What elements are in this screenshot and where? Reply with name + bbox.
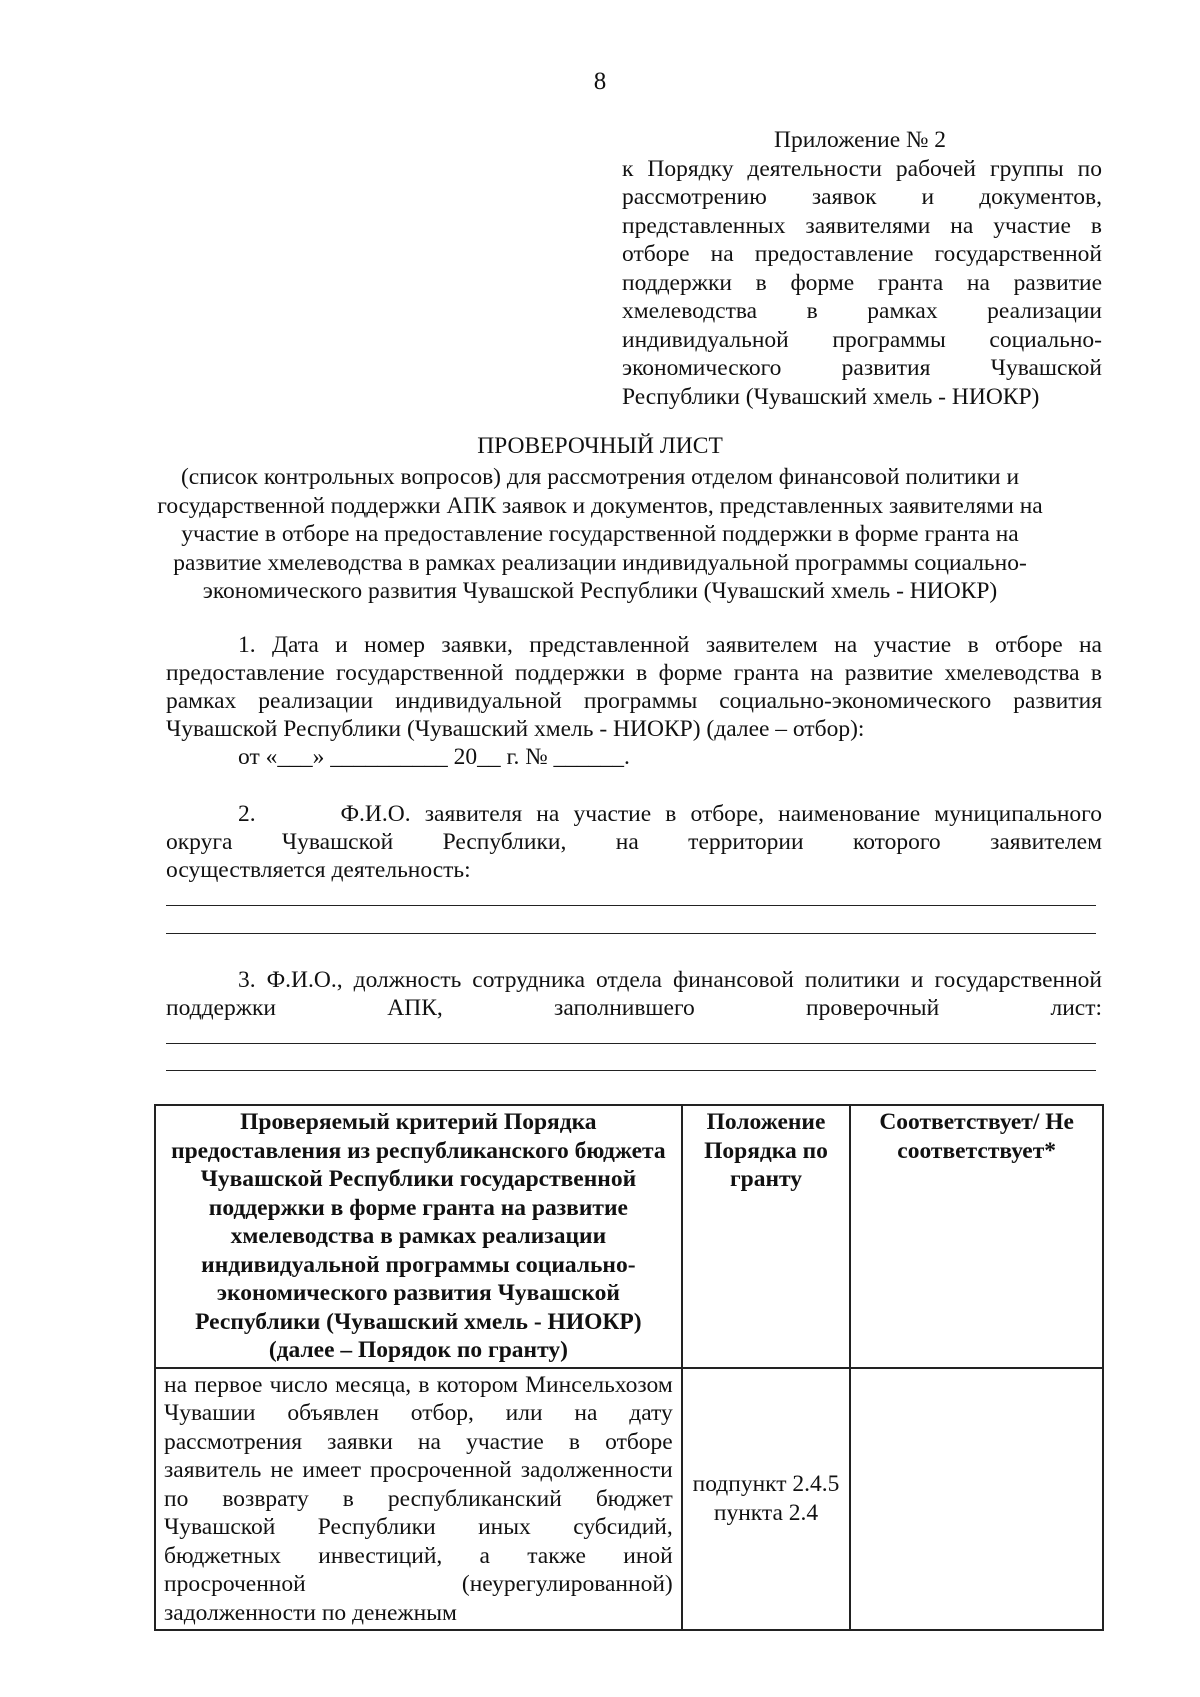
item-1-line: 1. Дата и номер заявки, представленной заявителем на участие в отборе на (238, 632, 1102, 658)
subtitle-line: экономического развития Чувашской Республики (Чувашский хмель - НИОКР) (202, 578, 998, 604)
item-2-line: 2. Ф.И.О. заявителя на участие в отборе, наименование муниципального (238, 801, 1102, 827)
fill-in-line[interactable] (166, 1043, 1096, 1044)
appendix-line: отборе на предоставление государственной (622, 241, 1102, 267)
criteria-table (154, 1104, 1104, 1631)
provision-cell: подпункт 2.4.5 пункта 2.4 (682, 1368, 851, 1631)
header-criterion: Проверяемый критерий Порядка предоставления из республиканского бюджета Чувашской Республики государственной поддержки в форме гранта на развитие хмелеводства в рамках реализации индивидуальной программы социально-экономического развития Чувашской Республики (Чувашский хмель - НИОКР) (далее – Порядок по гранту) (155, 1105, 682, 1368)
appendix-line: Республики (Чувашский хмель - НИОКР) (622, 383, 1040, 410)
document-subtitle (150, 463, 1050, 606)
item-3-line: 3. Ф.И.О., должность сотрудника отдела финансовой политики и государственной (238, 967, 1102, 993)
item-1-paragraph (166, 631, 1102, 771)
appendix-header (622, 126, 1102, 411)
appendix-line: хмелеводства в рамках реализации (622, 298, 1102, 324)
appendix-line: поддержки в форме гранта на развитие (622, 269, 1102, 296)
appendix-title: Приложение № 2 (774, 127, 947, 153)
compliance-cell[interactable] (850, 1368, 1103, 1631)
appendix-line: представленных заявителями на участие в (622, 212, 1102, 239)
table-row (155, 1368, 1103, 1631)
item-3-line: поддержки АПК, заполнившего проверочный лист: (166, 995, 1102, 1021)
item-2-line: округа Чувашской Республики, на территории которого заявителем (166, 829, 1102, 855)
subtitle-line: государственной поддержки АПК заявок и документов, представленных заявителями на (157, 492, 1043, 519)
fill-in-line[interactable] (166, 1070, 1096, 1071)
header-compliance: Соответствует/ Не соответствует* (850, 1105, 1103, 1368)
item-1-line: рамках реализации индивидуальной программы социально-экономического развития (166, 688, 1102, 714)
appendix-line: экономического развития Чувашской (622, 355, 1102, 381)
criterion-cell: на первое число месяца, в котором Минсельхозом Чувашии объявлен отбор, или на дату рассмотрения заявки на участие в отборе заявитель не имеет просроченной задолженности по возврату в республиканский бюджет Чувашской Республики иных субсидий, бюджетных инвестиций, а также иной просроченной (неурегулированной) задолженности по денежным (155, 1368, 682, 1631)
appendix-line: рассмотрению заявок и документов, (622, 184, 1102, 210)
date-number-line: от «___» __________ 20__ г. № ______. (238, 744, 630, 770)
page-number: 8 (593, 68, 607, 95)
item-2-line: осуществляется деятельность: (166, 857, 471, 883)
subtitle-line: (список контрольных вопросов) для рассмотрения отделом финансовой политики и (180, 464, 1020, 490)
appendix-line: индивидуальной программы социально- (622, 326, 1102, 353)
appendix-line: к Порядку деятельности рабочей группы по (622, 155, 1102, 182)
table-header-row (155, 1105, 1103, 1368)
fill-in-line[interactable] (166, 905, 1096, 906)
item-1-line: предоставление государственной поддержки в форме гранта на развитие хмелеводства в (166, 660, 1102, 686)
fill-in-line[interactable] (166, 933, 1096, 934)
item-2-paragraph (166, 800, 1102, 884)
item-3-paragraph (166, 966, 1102, 1022)
header-provision: Положение Порядка по гранту (682, 1105, 851, 1368)
subtitle-line: развитие хмелеводства в рамках реализации индивидуальной программы социально- (173, 549, 1027, 576)
item-1-line: Чувашской Республики (Чувашский хмель - НИОКР) (далее – отбор): (166, 716, 865, 742)
subtitle-line: участие в отборе на предоставление государственной поддержки в форме гранта на (181, 521, 1019, 547)
document-title: ПРОВЕРОЧНЫЙ ЛИСТ (477, 433, 723, 459)
